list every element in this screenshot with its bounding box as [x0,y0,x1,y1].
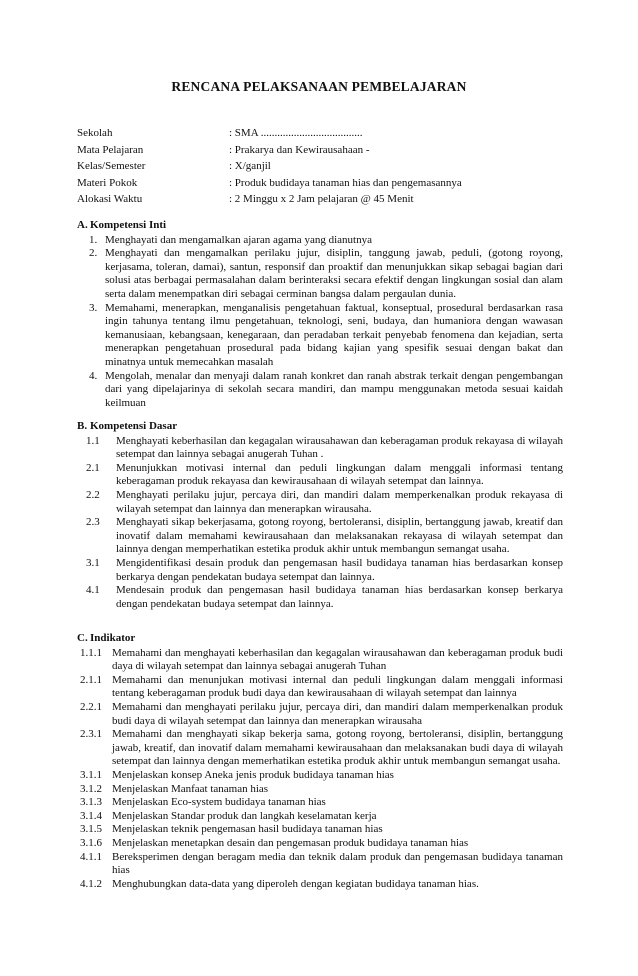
list-item [77,462,563,489]
item-text: Mengidentifikasi desain produk dan pengemasan hasil budidaya tanaman hias berdasarkan konsep berkarya dengan pendekatan budaya setempat dan lainnya. [116,556,563,583]
item-number: 4. [89,369,98,382]
item-number: 2.3 [86,516,100,529]
indikator-list [77,647,563,892]
item-number: 4.1.2 [80,877,102,890]
section-letter: A. [77,219,88,231]
item-text: Mengolah, menalar dan menyaji dalam ranah konkret dan ranah abstrak terkait dengan pengembangan dari yang dipelajarinya di sekolah secara mandiri, dan mampu menggunakan metoda sesuai kaidah keilmuan [105,369,563,409]
item-number: 3.1.1 [80,768,102,781]
item-text: Menghubungkan data-data yang diperoleh dengan kegiatan budidaya tanaman hias. [112,877,479,890]
section-title: Indikator [90,632,136,644]
item-text: Memahami, menerapkan, menganalisis pengetahuan faktual, konseptual, prosedural berdasarkan rasa ingin tahunya tentang ilmu pengetahuan, teknologi, seni, budaya, dan humaniora dengan wawasan kemanusiaan, kebangsaan, kenegaraan, dan peradaban terkait penyebab fenomena dan kejadian, serta menerapkan pengetahuan prosedural pada bidang kajian yang spesifik sesuai dengan bakat dan minatnya untuk memecahkan masalah [105,301,563,368]
item-number: 2.1 [86,461,100,474]
list-item [77,823,563,837]
info-value: : X/ganjil [229,160,271,173]
list-item [77,370,563,411]
section-kompetensi-inti [77,219,563,410]
info-label: Sekolah [77,127,113,139]
list-item [77,584,563,611]
list-item [77,435,563,462]
item-text: Memahami dan menunjukan motivasi internal dan peduli lingkungan dalam menggali informasi tentang keberagaman produk budi daya dan kewirausahaan di wilayah setempat dan lainnya [112,673,563,700]
info-value: : 2 Minggu x 2 Jam pelajaran @ 45 Menit [229,193,414,206]
info-value: : SMA ..................................... [229,127,363,139]
list-item [77,878,563,892]
list-item [77,247,563,301]
section-letter: C. [77,632,88,644]
item-text: Menghayati perilaku jujur, percaya diri, dan mandiri dalam memperkenalkan produk rekayasa di wilayah setempat dan lainnya dan menerapkan wirausaha. [116,488,563,515]
item-number: 4.1.1 [80,850,102,863]
item-text: Memahami dan menghayati keberhasilan dan kegagalan wirausahawan dan keberagaman produk budi daya di wilayah setempat dan lainnya sebagai anugerah Tuhan [112,646,563,673]
item-text: Bereksperimen dengan beragam media dan teknik dalam produk dan pengemasan budidaya tanaman hias [112,850,563,877]
list-item [77,701,563,728]
info-value: : Produk budidaya tanaman hias dan pengemasannya [229,176,462,189]
section-heading [77,632,563,646]
list-item [77,796,563,810]
list-item [77,851,563,878]
item-number: 2. [89,247,98,260]
item-number: 3.1.4 [80,809,102,822]
info-row-materi-pokok [77,177,577,194]
item-text: Menghayati keberhasilan dan kegagalan wirausahawan dan keberagaman produk rekayasa di wilayah setempat dan lainnya sebagai anugerah Tuhan . [116,434,563,461]
info-label: Mata Pelajaran [77,143,144,156]
item-number: 3. [89,301,98,314]
item-text: Menjelaskan Standar produk dan langkah keselamatan kerja [112,809,377,822]
item-number: 3.1 [86,556,100,569]
item-number: 2.1.1 [80,673,102,686]
item-number: 1.1.1 [80,646,102,659]
section-title: Kompetensi Dasar [90,420,178,432]
info-value: : Prakarya dan Kewirausahaan - [229,143,370,156]
section-heading [77,219,563,233]
list-item [77,489,563,516]
item-text: Memahami dan menghayati sikap bekerja sama, gotong royong, bertoleransi, disiplin, bertanggung jawab, kreatif, dan inovatif dalam memahami kewirausahaan dan melaksanakan budi daya di wilayah setempat dan lainnya dengan memerhatikan estetika produk akhir untuk membangun semangat usaha. [112,728,563,768]
list-item [77,647,563,674]
info-label: Alokasi Waktu [77,193,143,206]
item-number: 1.1 [86,434,100,447]
info-row-mata-pelajaran [77,144,577,161]
item-text: Menjelaskan menetapkan desain dan pengemasan produk budidaya tanaman hias [112,836,469,849]
list-item [77,302,563,370]
list-item [77,557,563,584]
list-item [77,516,563,557]
section-indikator [77,632,563,891]
item-text: Mendesain produk dan pengemasan hasil budidaya tanaman hias berdasarkan konsep berkarya dengan pendekatan budaya setempat dan lainnya. [116,584,563,610]
section-letter: B. [77,420,88,432]
item-text: Menjelaskan Manfaat tanaman hias [112,782,269,795]
item-number: 4.1 [86,584,100,597]
section-kompetensi-dasar [77,420,563,611]
item-text: Memahami dan menghayati perilaku jujur, percaya diri, dan mandiri dalam memperkenalkan produk budi daya di wilayah setempat dan lainnya dan menerapkan wirausaha [112,700,563,727]
item-number: 2.2.1 [80,700,102,713]
info-row-sekolah [77,127,577,144]
section-heading [77,420,563,434]
item-text: Menjelaskan Eco-system budidaya tanaman hias [112,796,326,809]
item-text: Menghayati sikap bekerjasama, gotong royong, bertoleransi, disiplin, bertanggung jawab, kreatif dan inovatif dalam memahami kewirausahaan dan melaksanakan rekayasa di wilayah setempat dan lainnya dengan memperhatikan estetika produk akhir untuk membangun semangat usaha. [116,516,563,556]
item-number: 3.1.6 [80,836,102,849]
info-label: Kelas/Semester [77,160,146,173]
list-item [77,783,563,797]
info-label: Materi Pokok [77,176,138,189]
info-row-kelas-semester [77,160,577,177]
item-number: 3.1.3 [80,796,102,809]
kd-list [77,435,563,612]
item-number: 3.1.2 [80,782,102,795]
list-item [77,728,563,769]
info-row-alokasi-waktu [77,193,577,210]
section-title: Kompetensi Inti [90,219,167,231]
ki-list [77,234,563,411]
list-item [77,810,563,824]
list-item [77,234,563,248]
item-text: Menjelaskan konsep Aneka jenis produk budidaya tanaman hias [112,768,394,781]
identity-block [77,127,577,210]
list-item [77,674,563,701]
item-text: Menghayati dan mengamalkan ajaran agama yang dianutnya [105,233,372,246]
item-number: 3.1.5 [80,823,102,836]
item-text: Menghayati dan mengamalkan perilaku jujur, disiplin, tanggung jawab, peduli, (gotong royong, kerjasama, toleran, damai), santun, responsif dan proaktif dan menunjukkan sikap sebagai bagian dari solusi atas berbagai permasalahan dalam berinteraksi secara efektif dengan lingkungan sosial dan alam serta dalam menempatkan diri sebagai cerminan bangsa dalam pergaulan dunia. [105,247,563,300]
document-title: RENCANA PELAKSANAAN PEMBELAJARAN [171,79,467,94]
item-text: Menunjukkan motivasi internal dan peduli lingkungan dalam menggali informasi tentang keberagaman produk rekayasa dan kewirausahaan di wilayah setempat dan lainnya. [116,461,563,488]
item-number: 2.3.1 [80,728,102,741]
item-number: 2.2 [86,488,100,501]
list-item [77,837,563,851]
item-text: Menjelaskan teknik pengemasan hasil budidaya tanaman hias [112,823,383,836]
item-number: 1. [89,233,98,246]
list-item [77,769,563,783]
